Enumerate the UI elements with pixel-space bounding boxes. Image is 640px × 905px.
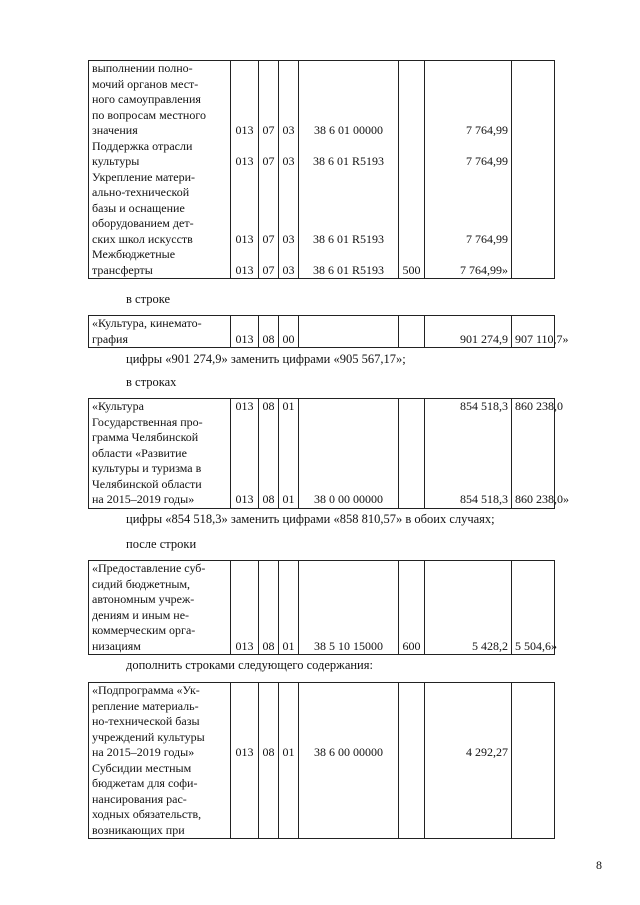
row-value: 08 (262, 745, 275, 759)
cell-rz (259, 399, 279, 509)
table-block-4 (88, 560, 555, 655)
cell-s2 (512, 316, 569, 348)
row-value (400, 123, 423, 139)
row-text-line: культуры и туризма в (92, 461, 202, 475)
row-value: 03 (282, 231, 295, 246)
row-text-line: ного самоуправления (92, 92, 201, 106)
cell-csr (299, 61, 399, 279)
table-row (89, 683, 555, 839)
row-value: 01 (282, 745, 295, 759)
cell-pr (279, 399, 299, 509)
row-text-line: по вопросам местного (92, 107, 206, 122)
table-row (89, 399, 555, 509)
cell-pr (279, 61, 299, 279)
row-text-line: ально-технической (92, 185, 190, 199)
row-value: 38 6 01 00000 (314, 123, 383, 137)
cell-rz (259, 61, 279, 279)
row-value: 013 (235, 231, 254, 246)
page-number: 8 (596, 858, 602, 872)
row-value: 7 764,99 (466, 231, 508, 246)
row-text-line: Субсидии местным (92, 760, 192, 775)
row-value: 013 (235, 262, 254, 277)
row-value: 013 (235, 745, 254, 759)
row-value: 7 764,99 (466, 123, 508, 137)
row-text-line: учреждений культуры (92, 729, 205, 744)
row-text-line: базы и оснащение (92, 200, 185, 215)
row-value: 07 (262, 231, 275, 246)
row-value: 5 504,6» (515, 638, 557, 653)
row-text-line: репление материаль- (92, 698, 199, 713)
cell-csr (299, 561, 399, 655)
cell-lines (89, 399, 231, 509)
row-text-line: на 2015–2019 годы» (92, 745, 195, 759)
row-value (400, 332, 423, 348)
cell-s2 (512, 561, 555, 655)
row-text-line: низациям (92, 638, 141, 653)
row-value: 38 6 01 R5193 (312, 231, 384, 246)
row-text-line: Укрепление матери- (92, 169, 196, 184)
row-value (400, 492, 423, 508)
row-value (300, 823, 397, 839)
cell-csr (299, 399, 399, 509)
text-v-strokah: в строках (126, 375, 177, 389)
row-value: 013 (235, 154, 254, 168)
row-value: 08 (262, 492, 275, 506)
row-text-line: трансферты (92, 262, 153, 277)
row-text-line: но-технической базы (92, 714, 200, 728)
row-value (232, 823, 257, 839)
cell-rz (259, 561, 279, 655)
row-value: 07 (262, 262, 275, 277)
row-value (280, 823, 297, 839)
row-text-line: автономным учреж- (92, 592, 195, 606)
row-value: 38 6 01 R5193 (312, 154, 384, 168)
cell-s2 (512, 61, 555, 279)
row-value: 013 (235, 331, 254, 346)
row-value: 08 (262, 399, 275, 413)
row-value: 013 (235, 123, 254, 137)
row-value: 08 (262, 331, 275, 346)
row-text-line: «Предоставление суб- (92, 561, 206, 575)
row-value: 38 5 10 15000 (314, 638, 383, 653)
row-value: 00 (282, 331, 295, 346)
cell-ved (231, 683, 259, 839)
row-value (515, 123, 551, 139)
cell-pr (279, 561, 299, 655)
cell-ved (231, 316, 259, 348)
row-text-line: значения (92, 123, 138, 137)
cell-rz (259, 316, 279, 348)
row-value (300, 332, 397, 348)
cell-lines (89, 683, 231, 839)
row-value (515, 154, 551, 170)
row-value: 013 (235, 638, 254, 653)
cell-lines (89, 316, 231, 348)
row-value: 01 (282, 399, 295, 413)
row-value: 854 518,3 (460, 492, 508, 506)
cell-s2 (512, 683, 555, 839)
row-text-line: культуры (92, 154, 140, 168)
row-text-line: бюджетам для софи- (92, 776, 198, 790)
cell-vr (399, 399, 425, 509)
row-text-line: «Культура, кинемато- (92, 316, 202, 330)
block3-body (89, 399, 569, 509)
row-value: 901 274,9 (460, 331, 508, 346)
row-value (400, 399, 423, 415)
table-block-1 (88, 60, 555, 279)
row-text-line: Межбюджетные (92, 247, 176, 261)
row-value (260, 823, 277, 839)
cell-csr (299, 683, 399, 839)
row-value (400, 745, 423, 761)
row-value (515, 823, 551, 839)
row-value: 38 6 00 00000 (314, 745, 383, 759)
row-value (428, 823, 508, 839)
cell-s2 (512, 399, 569, 509)
text-dopolnit: дополнить строками следующего содержания: (126, 658, 373, 672)
row-value (515, 263, 551, 279)
cell-vr (399, 61, 425, 279)
row-value (515, 232, 551, 248)
cell-s1 (425, 61, 512, 279)
cell-vr (399, 561, 425, 655)
block5-body (89, 683, 555, 839)
block2-body (89, 316, 569, 348)
row-value: 01 (282, 492, 295, 506)
row-text-line: области «Развитие (92, 445, 187, 460)
text-replace-2: цифры «854 518,3» заменить цифрами «858 810,57» в обоих случаях; (126, 512, 495, 526)
cell-s1 (425, 316, 512, 348)
table-block-3 (88, 398, 569, 509)
cell-ved (231, 561, 259, 655)
cell-s1 (425, 683, 512, 839)
row-value: 03 (282, 262, 295, 277)
row-value: 07 (262, 123, 275, 137)
row-text-line: выполнении полно- (92, 61, 193, 75)
row-value: 07 (262, 154, 275, 168)
row-value: 01 (282, 638, 295, 653)
row-text-line: мочий органов мест- (92, 76, 199, 91)
row-value (400, 823, 423, 839)
table-row (89, 61, 555, 279)
row-text-line: ходных обязательств, (92, 807, 202, 821)
row-value: 860 238,0 (515, 399, 563, 413)
cell-lines (89, 61, 231, 279)
row-text-line: на 2015–2019 годы» (92, 492, 195, 506)
row-value (300, 399, 397, 415)
cell-ved (231, 399, 259, 509)
block1-body (89, 61, 555, 279)
row-text-line: коммерческим орга- (92, 623, 196, 637)
row-value: 38 6 01 R5193 (312, 262, 384, 277)
row-text-line: ских школ искусств (92, 231, 193, 246)
row-value: 03 (282, 123, 295, 137)
cell-csr (299, 316, 399, 348)
row-value: 08 (262, 638, 275, 653)
cell-vr (399, 683, 425, 839)
cell-s1 (425, 399, 512, 509)
row-value (400, 232, 423, 248)
row-value: 38 0 00 00000 (314, 492, 383, 506)
row-text-line: оборудованием дет- (92, 216, 194, 230)
row-value: 4 292,27 (466, 745, 508, 759)
row-text-line: Поддержка отрасли (92, 138, 193, 153)
cell-pr (279, 316, 299, 348)
row-value: 500 (402, 262, 421, 277)
cell-rz (259, 683, 279, 839)
row-value: 860 238,0» (515, 492, 569, 506)
row-value: 03 (282, 154, 295, 168)
row-text-line: Челябинской области (92, 476, 202, 491)
table-row (89, 316, 555, 348)
table-block-5 (88, 682, 555, 839)
cell-ved (231, 61, 259, 279)
row-text-line: графия (92, 331, 128, 346)
text-v-stroke: в строке (126, 292, 171, 306)
row-value: 7 764,99 (466, 154, 508, 168)
row-value (400, 154, 423, 170)
row-text-line: дениям и иным не- (92, 607, 190, 622)
row-value: 7 764,99» (460, 262, 508, 277)
row-text-line: грамма Челябинской (92, 430, 199, 444)
cell-vr (399, 316, 425, 348)
table-row (89, 561, 555, 655)
row-text-line: возникающих при (92, 822, 185, 837)
row-value: 907 110,7» (515, 331, 569, 346)
row-text-line: нансирования рас- (92, 791, 187, 806)
row-value: 5 428,2 (472, 638, 508, 653)
row-text-line: сидий бюджетным, (92, 576, 191, 591)
cell-lines (89, 561, 231, 655)
text-posle-stroki: после строки (126, 537, 197, 551)
row-value (515, 745, 551, 761)
row-text-line: «Культура (92, 399, 144, 413)
table-block-2 (88, 315, 569, 348)
row-value: 854 518,3 (460, 399, 508, 413)
block4-body (89, 561, 555, 655)
row-value: 013 (235, 399, 254, 413)
row-text-line: «Подпрограмма «Ук- (92, 683, 200, 697)
cell-s1 (425, 561, 512, 655)
row-value: 600 (402, 638, 421, 653)
cell-pr (279, 683, 299, 839)
row-value: 013 (235, 492, 254, 506)
text-replace-1: цифры «901 274,9» заменить цифрами «905 567,17»; (126, 352, 406, 366)
row-text-line: Государственная про- (92, 414, 203, 429)
